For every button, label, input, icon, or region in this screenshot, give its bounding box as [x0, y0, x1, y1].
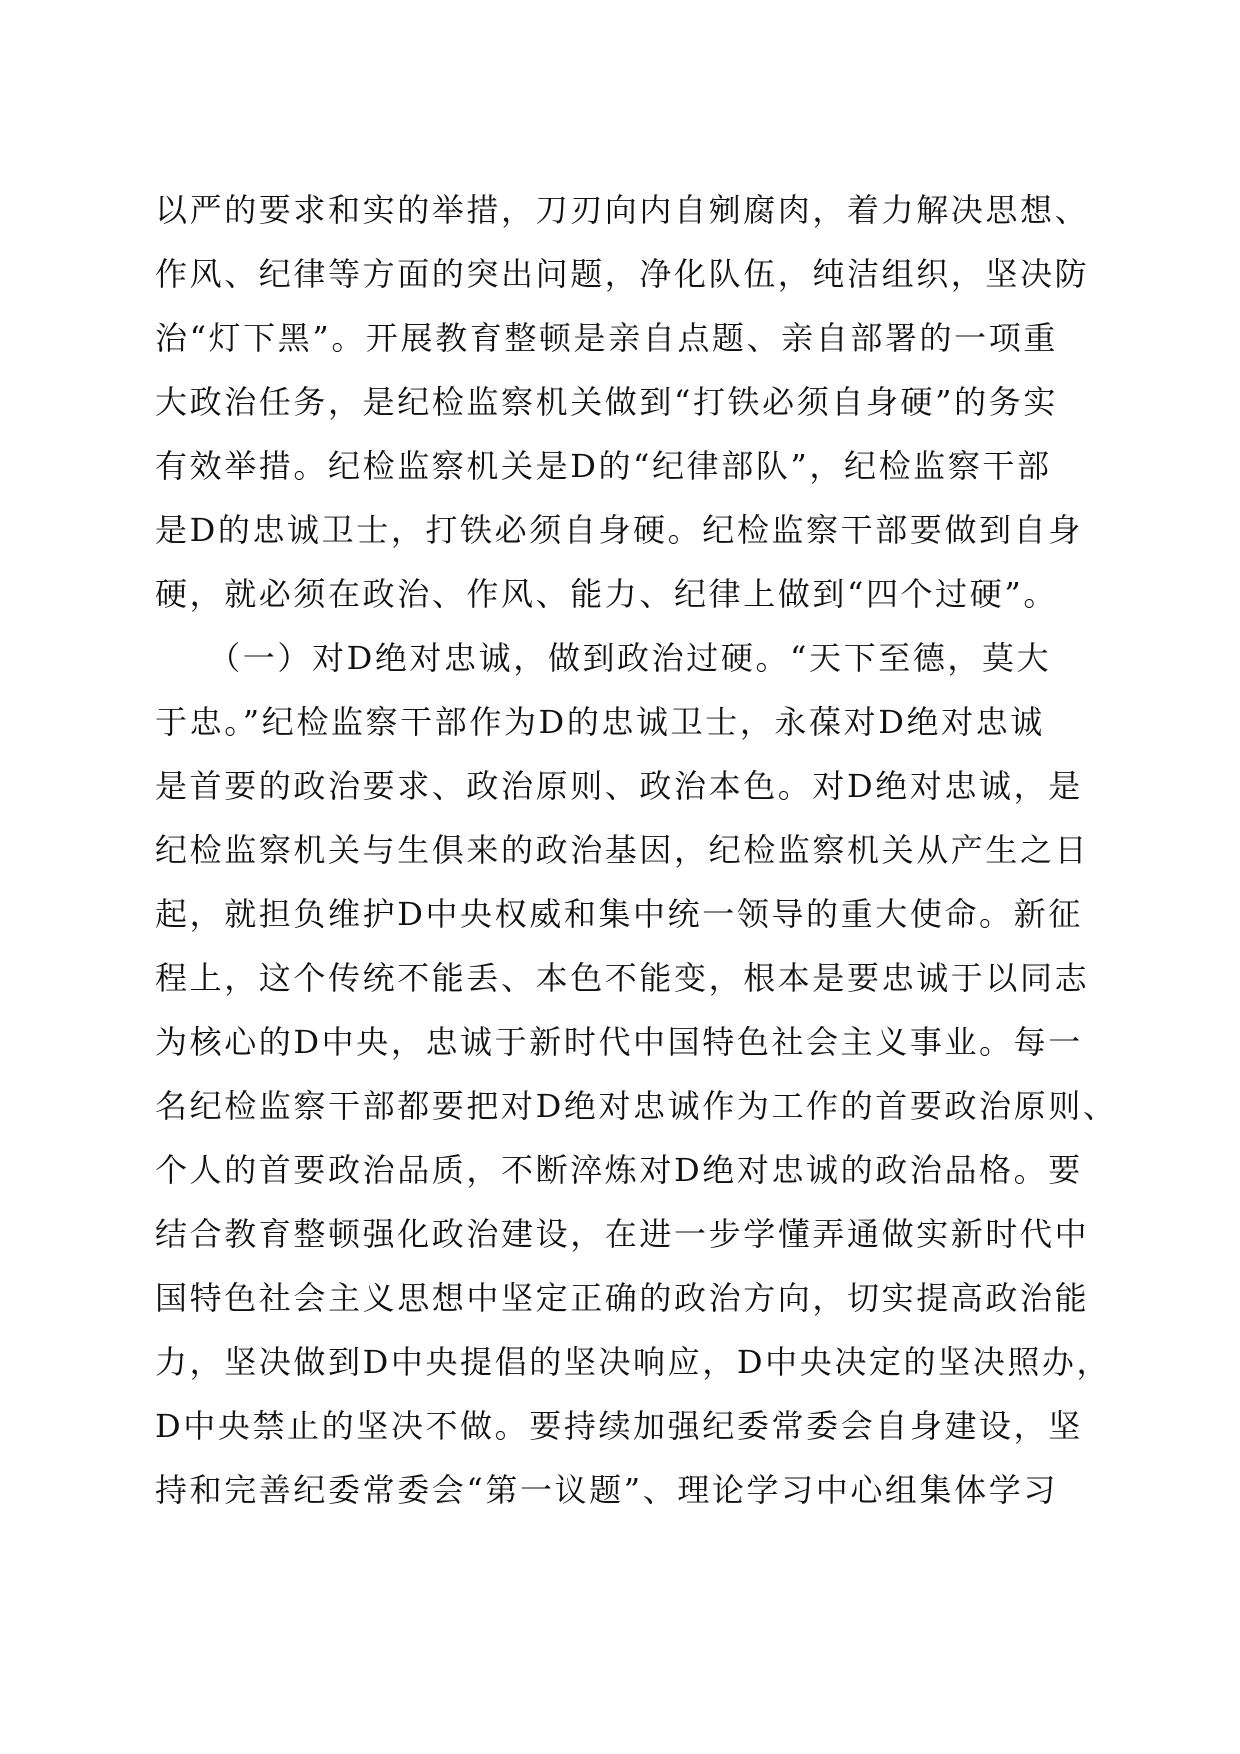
text-line: 个人的首要政治品质，不断淬炼对D绝对忠诚的政治品格。要: [155, 1151, 1083, 1189]
text-line: 力，坚决做到D中央提倡的坚决响应，D中央决定的坚决照办，: [155, 1343, 1112, 1381]
body-text: [155, 190, 1118, 1534]
text-line: 名纪检监察干部都要把对D绝对忠诚作为工作的首要政治原则、: [155, 1087, 1118, 1125]
text-line: 治“灯下黑”。开展教育整顿是亲自点题、亲自部署的一项重: [155, 319, 1058, 357]
text-line: 起，就担负维护D中央权威和集中统一领导的重大使命。新征: [155, 895, 1083, 933]
section-heading-line: （一）对D绝对忠诚，做到政治过硬。“天下至德，莫大: [155, 639, 1052, 677]
text-line: 以严的要求和实的举措，刀刃向内自剜腐肉，着力解决思想、: [155, 191, 1090, 229]
text-line: 作风、纪律等方面的突出问题，净化队伍，纯洁组织，坚决防: [155, 255, 1090, 293]
text-line: D中央禁止的坚决不做。要持续加强纪委常委会自身建设，坚: [155, 1407, 1083, 1445]
text-line: 于忠。”纪检监察干部作为D的忠诚卫士，永葆对D绝对忠诚: [155, 703, 1045, 741]
text-line: 持和完善纪委常委会“第一议题”、理论学习中心组集体学习: [155, 1471, 1058, 1509]
text-line: 硬，就必须在政治、作风、能力、纪律上做到“四个过硬”。: [155, 575, 1058, 613]
text-line: 程上，这个传统不能丢、本色不能变，根本是要忠诚于以同志: [155, 959, 1090, 997]
text-line: 结合教育整顿强化政治建设，在进一步学懂弄通做实新时代中: [155, 1215, 1090, 1253]
text-line: 是首要的政治要求、政治原则、政治本色。对D绝对忠诚，是: [155, 767, 1083, 805]
text-line: 大政治任务，是纪检监察机关做到“打铁必须自身硬”的务实: [155, 383, 1058, 421]
text-line: 有效举措。纪检监察机关是D的“纪律部队”，纪检监察干部: [155, 447, 1052, 485]
text-line: 是D的忠诚卫士，打铁必须自身硬。纪检监察干部要做到自身: [155, 511, 1083, 549]
text-line: 纪检监察机关与生俱来的政治基因，纪检监察机关从产生之日: [155, 831, 1090, 869]
text-line: 国特色社会主义思想中坚定正确的政治方向，切实提高政治能: [155, 1279, 1090, 1317]
text-line: 为核心的D中央，忠诚于新时代中国特色社会主义事业。每一: [155, 1023, 1083, 1061]
